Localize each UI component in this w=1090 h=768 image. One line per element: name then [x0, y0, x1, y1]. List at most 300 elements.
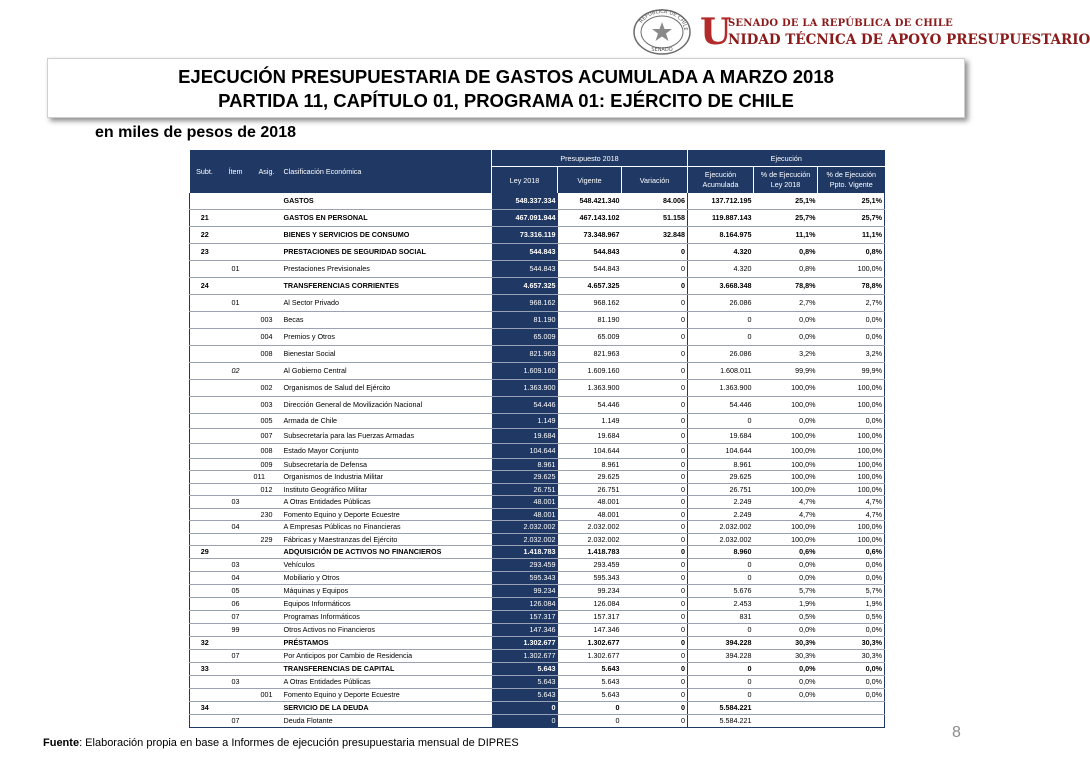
units-subtitle: en miles de pesos de 2018	[95, 124, 296, 141]
budget-execution-table	[189, 150, 885, 728]
row-pct-vigente: 0,0%	[818, 328, 885, 345]
row-pct-ley	[754, 701, 818, 714]
row-asig	[252, 226, 282, 243]
senate-seal-icon	[632, 8, 692, 56]
row-pct-ley: 3,2%	[754, 345, 818, 362]
slide-title-line2: PARTIDA 11, CAPÍTULO 01, PROGRAMA 01: EJÉRCITO DE CHILE	[218, 90, 794, 111]
row-asig	[252, 294, 282, 311]
row-variacion: 0	[622, 533, 688, 545]
slide-title-box	[47, 58, 965, 118]
row-ley: 54.446	[492, 396, 558, 413]
row-pct-vigente: 25,1%	[818, 193, 885, 209]
row-item	[220, 533, 252, 545]
row-vigente: 1.302.677	[558, 636, 622, 649]
row-variacion: 0	[622, 662, 688, 675]
row-vigente: 19.684	[558, 428, 622, 443]
row-subt	[190, 508, 220, 520]
row-pct-vigente: 0,8%	[818, 243, 885, 260]
row-asig	[252, 520, 282, 533]
table-row	[190, 311, 885, 328]
row-label: A Empresas Públicas no Financieras	[282, 520, 492, 533]
row-asig	[252, 584, 282, 597]
row-asig	[252, 649, 282, 662]
row-pct-ley: 0,0%	[754, 558, 818, 571]
row-ejecucion: 0	[688, 311, 754, 328]
table-row	[190, 714, 885, 727]
row-variacion: 0	[622, 260, 688, 277]
row-subt	[190, 413, 220, 428]
row-vigente: 1.363.900	[558, 379, 622, 396]
row-vigente: 821.963	[558, 345, 622, 362]
row-pct-vigente	[818, 701, 885, 714]
row-pct-ley: 100,0%	[754, 470, 818, 483]
row-ejecucion: 0	[688, 662, 754, 675]
row-asig	[252, 675, 282, 688]
row-label: Organismos de Salud del Ejército	[282, 379, 492, 396]
row-ley: 99.234	[492, 584, 558, 597]
row-variacion: 0	[622, 688, 688, 701]
row-item: 01	[220, 260, 252, 277]
header-ejecucion-acumulada: Ejecución Acumulada	[688, 167, 754, 194]
row-pct-ley: 0,0%	[754, 413, 818, 428]
row-label: Prestaciones Previsionales	[282, 260, 492, 277]
row-label: Mobiliario y Otros	[282, 571, 492, 584]
row-asig: 002	[252, 379, 282, 396]
row-subt	[190, 362, 220, 379]
row-asig	[252, 701, 282, 714]
row-asig	[252, 277, 282, 294]
senate-logo	[632, 8, 1090, 56]
row-variacion: 0	[622, 396, 688, 413]
row-asig	[252, 636, 282, 649]
row-pct-vigente: 100,0%	[818, 379, 885, 396]
table-row	[190, 413, 885, 428]
seal-bottom-text: SENADO	[651, 47, 673, 53]
row-subt: 34	[190, 701, 220, 714]
row-vigente: 1.302.677	[558, 649, 622, 662]
row-pct-ley: 100,0%	[754, 379, 818, 396]
row-ejecucion: 0	[688, 558, 754, 571]
row-ejecucion: 0	[688, 571, 754, 584]
row-asig	[252, 495, 282, 508]
row-pct-ley: 0,0%	[754, 675, 818, 688]
logo-unit-name: NIDAD TÉCNICA DE APOYO PRESUPUESTARIO	[728, 32, 1090, 48]
row-subt	[190, 294, 220, 311]
row-label: A Otras Entidades Públicas	[282, 675, 492, 688]
row-pct-ley: 100,0%	[754, 428, 818, 443]
row-vigente: 81.190	[558, 311, 622, 328]
row-pct-vigente: 11,1%	[818, 226, 885, 243]
row-ejecucion: 119.887.143	[688, 209, 754, 226]
row-vigente: 65.009	[558, 328, 622, 345]
row-asig	[252, 558, 282, 571]
row-ejecucion: 8.164.975	[688, 226, 754, 243]
row-asig: 003	[252, 311, 282, 328]
row-vigente: 2.032.002	[558, 520, 622, 533]
row-subt	[190, 458, 220, 470]
row-ley: 595.343	[492, 571, 558, 584]
row-item	[220, 243, 252, 260]
row-ejecucion: 2.032.002	[688, 520, 754, 533]
table-row	[190, 294, 885, 311]
table-row	[190, 443, 885, 458]
table-row	[190, 610, 885, 623]
row-variacion: 0	[622, 379, 688, 396]
row-subt	[190, 571, 220, 584]
row-subt	[190, 345, 220, 362]
row-ley: 1.418.783	[492, 545, 558, 558]
row-variacion: 0	[622, 413, 688, 428]
row-vigente: 293.459	[558, 558, 622, 571]
row-ley: 544.843	[492, 243, 558, 260]
row-ejecucion: 3.668.348	[688, 277, 754, 294]
row-asig: 007	[252, 428, 282, 443]
row-ley: 5.643	[492, 675, 558, 688]
row-subt	[190, 533, 220, 545]
table-row	[190, 458, 885, 470]
row-label: Bienestar Social	[282, 345, 492, 362]
row-pct-ley: 25,1%	[754, 193, 818, 209]
row-pct-vigente: 0,6%	[818, 545, 885, 558]
row-item	[220, 688, 252, 701]
row-ley: 1.363.900	[492, 379, 558, 396]
row-pct-ley: 0,0%	[754, 688, 818, 701]
row-ley: 147.346	[492, 623, 558, 636]
row-ejecucion: 0	[688, 413, 754, 428]
table-row	[190, 193, 885, 209]
row-asig	[252, 623, 282, 636]
row-pct-vigente: 25,7%	[818, 209, 885, 226]
row-variacion: 0	[622, 345, 688, 362]
table-row	[190, 636, 885, 649]
row-subt	[190, 311, 220, 328]
row-subt: 22	[190, 226, 220, 243]
row-vigente: 147.346	[558, 623, 622, 636]
row-subt	[190, 597, 220, 610]
row-label: Vehículos	[282, 558, 492, 571]
row-variacion: 51.158	[622, 209, 688, 226]
row-pct-ley: 5,7%	[754, 584, 818, 597]
page-number: 8	[952, 724, 961, 741]
row-subt	[190, 428, 220, 443]
table-row	[190, 584, 885, 597]
row-subt	[190, 675, 220, 688]
row-pct-vigente: 0,0%	[818, 311, 885, 328]
row-subt: 29	[190, 545, 220, 558]
row-pct-vigente: 0,0%	[818, 558, 885, 571]
row-variacion: 0	[622, 458, 688, 470]
row-ejecucion: 26.086	[688, 345, 754, 362]
row-pct-vigente: 100,0%	[818, 396, 885, 413]
row-ley: 0	[492, 701, 558, 714]
row-item	[220, 508, 252, 520]
row-item	[220, 483, 252, 495]
row-item: 03	[220, 558, 252, 571]
row-variacion: 0	[622, 311, 688, 328]
row-item	[220, 328, 252, 345]
row-item	[220, 636, 252, 649]
row-asig	[252, 193, 282, 209]
row-ejecucion: 2.249	[688, 495, 754, 508]
row-item: 03	[220, 675, 252, 688]
row-label: Fomento Equino y Deporte Ecuestre	[282, 688, 492, 701]
row-ejecucion: 2.453	[688, 597, 754, 610]
row-item	[220, 345, 252, 362]
row-item	[220, 193, 252, 209]
header-subt: Subt.	[190, 150, 220, 193]
table-row	[190, 533, 885, 545]
row-pct-vigente: 0,0%	[818, 623, 885, 636]
row-pct-vigente: 0,5%	[818, 610, 885, 623]
row-item: 04	[220, 571, 252, 584]
row-ley: 157.317	[492, 610, 558, 623]
row-subt: 32	[190, 636, 220, 649]
row-vigente: 1.609.160	[558, 362, 622, 379]
row-ley: 1.149	[492, 413, 558, 428]
row-asig	[252, 610, 282, 623]
row-variacion: 0	[622, 294, 688, 311]
table-row	[190, 597, 885, 610]
row-ley: 65.009	[492, 328, 558, 345]
row-pct-vigente: 30,3%	[818, 636, 885, 649]
row-label: Al Sector Privado	[282, 294, 492, 311]
row-ley: 26.751	[492, 483, 558, 495]
row-asig: 003	[252, 396, 282, 413]
row-item: 07	[220, 714, 252, 727]
row-vigente: 8.961	[558, 458, 622, 470]
row-subt	[190, 688, 220, 701]
row-ejecucion: 1.608.011	[688, 362, 754, 379]
row-ejecucion: 0	[688, 623, 754, 636]
row-pct-ley: 30,3%	[754, 649, 818, 662]
row-pct-vigente: 2,7%	[818, 294, 885, 311]
row-asig	[252, 597, 282, 610]
row-vigente: 4.657.325	[558, 277, 622, 294]
row-ejecucion: 26.086	[688, 294, 754, 311]
row-ejecucion: 831	[688, 610, 754, 623]
row-pct-ley: 100,0%	[754, 443, 818, 458]
row-variacion: 0	[622, 495, 688, 508]
row-asig	[252, 662, 282, 675]
logo-senate-name: SENADO DE LA REPÚBLICA DE CHILE	[728, 18, 953, 29]
row-asig: 230	[252, 508, 282, 520]
row-label: Máquinas y Equipos	[282, 584, 492, 597]
row-variacion: 84.006	[622, 193, 688, 209]
row-ley: 5.643	[492, 688, 558, 701]
row-pct-ley: 100,0%	[754, 483, 818, 495]
row-ley: 1.302.677	[492, 636, 558, 649]
row-ejecucion: 394.228	[688, 649, 754, 662]
row-label: Subsecretaría de Defensa	[282, 458, 492, 470]
row-pct-vigente: 0,0%	[818, 571, 885, 584]
row-variacion: 0	[622, 362, 688, 379]
row-subt: 24	[190, 277, 220, 294]
row-ley: 29.625	[492, 470, 558, 483]
row-subt	[190, 443, 220, 458]
row-variacion: 0	[622, 508, 688, 520]
row-ley: 1.302.677	[492, 649, 558, 662]
row-ley: 48.001	[492, 495, 558, 508]
row-ejecucion: 137.712.195	[688, 193, 754, 209]
row-ejecucion: 5.584.221	[688, 701, 754, 714]
row-pct-vigente: 100,0%	[818, 428, 885, 443]
row-pct-ley: 100,0%	[754, 458, 818, 470]
row-variacion: 0	[622, 520, 688, 533]
seal-top-text: REPUBLICA DE CHILE	[638, 8, 689, 31]
row-ley: 293.459	[492, 558, 558, 571]
row-label: Otros Activos no Financieros	[282, 623, 492, 636]
row-subt	[190, 260, 220, 277]
source-footer	[43, 737, 519, 749]
row-asig: 008	[252, 345, 282, 362]
row-ley: 4.657.325	[492, 277, 558, 294]
row-pct-ley: 25,7%	[754, 209, 818, 226]
row-vigente: 26.751	[558, 483, 622, 495]
row-ley: 548.337.334	[492, 193, 558, 209]
row-item	[220, 396, 252, 413]
row-pct-ley: 99,9%	[754, 362, 818, 379]
row-item: 04	[220, 520, 252, 533]
row-pct-ley: 100,0%	[754, 520, 818, 533]
row-ley: 19.684	[492, 428, 558, 443]
row-variacion: 0	[622, 470, 688, 483]
row-label: Armada de Chile	[282, 413, 492, 428]
row-variacion: 0	[622, 675, 688, 688]
table-row	[190, 520, 885, 533]
row-subt	[190, 495, 220, 508]
row-pct-vigente: 100,0%	[818, 260, 885, 277]
row-vigente: 5.643	[558, 662, 622, 675]
row-pct-ley: 100,0%	[754, 533, 818, 545]
row-variacion: 0	[622, 584, 688, 597]
header-asig: Asig.	[252, 150, 282, 193]
row-item	[220, 662, 252, 675]
table-row	[190, 662, 885, 675]
row-pct-ley: 0,0%	[754, 623, 818, 636]
row-ley: 821.963	[492, 345, 558, 362]
row-item	[220, 413, 252, 428]
row-ejecucion: 2.032.002	[688, 533, 754, 545]
header-item: Ítem	[220, 150, 252, 193]
table-row	[190, 495, 885, 508]
slide-title-line1: EJECUCIÓN PRESUPUESTARIA DE GASTOS ACUMULADA A MARZO 2018	[178, 66, 834, 87]
row-variacion: 0	[622, 649, 688, 662]
row-vigente: 48.001	[558, 508, 622, 520]
row-ley: 2.032.002	[492, 520, 558, 533]
row-pct-vigente: 100,0%	[818, 458, 885, 470]
row-pct-vigente: 4,7%	[818, 495, 885, 508]
row-vigente: 548.421.340	[558, 193, 622, 209]
row-ejecucion: 4.320	[688, 260, 754, 277]
row-ejecucion: 104.644	[688, 443, 754, 458]
row-subt	[190, 470, 220, 483]
row-asig	[252, 209, 282, 226]
row-variacion: 0	[622, 701, 688, 714]
row-pct-vigente: 0,0%	[818, 675, 885, 688]
row-ejecucion: 0	[688, 328, 754, 345]
row-ejecucion: 26.751	[688, 483, 754, 495]
row-variacion: 0	[622, 277, 688, 294]
row-asig	[252, 571, 282, 584]
logo-initial: U	[700, 11, 732, 53]
row-label: Instituto Geográfico Militar	[282, 483, 492, 495]
row-item	[220, 277, 252, 294]
row-ejecucion: 0	[688, 688, 754, 701]
row-label: Equipos Informáticos	[282, 597, 492, 610]
row-pct-ley: 0,0%	[754, 311, 818, 328]
row-pct-ley: 0,0%	[754, 571, 818, 584]
row-vigente: 544.843	[558, 260, 622, 277]
table-row	[190, 243, 885, 260]
row-variacion: 0	[622, 428, 688, 443]
row-pct-ley: 100,0%	[754, 396, 818, 413]
row-item	[220, 226, 252, 243]
row-label: Organismos de Industria Militar	[282, 470, 492, 483]
header-clasificacion: Clasificación Económica	[282, 150, 492, 193]
table-row	[190, 675, 885, 688]
row-variacion: 0	[622, 483, 688, 495]
row-pct-ley: 0,5%	[754, 610, 818, 623]
row-item	[220, 428, 252, 443]
row-variacion: 0	[622, 610, 688, 623]
row-pct-vigente: 3,2%	[818, 345, 885, 362]
table-row	[190, 396, 885, 413]
row-ejecucion: 19.684	[688, 428, 754, 443]
row-ley: 544.843	[492, 260, 558, 277]
row-pct-ley: 30,3%	[754, 636, 818, 649]
row-pct-vigente: 4,7%	[818, 508, 885, 520]
row-vigente: 126.084	[558, 597, 622, 610]
row-asig: 004	[252, 328, 282, 345]
row-item: 01	[220, 294, 252, 311]
row-vigente: 467.143.102	[558, 209, 622, 226]
row-vigente: 968.162	[558, 294, 622, 311]
row-asig	[252, 714, 282, 727]
header-pct-vigente: % de Ejecución Ppto. Vigente	[818, 167, 885, 194]
table-row	[190, 226, 885, 243]
row-subt	[190, 623, 220, 636]
row-ejecucion: 8.961	[688, 458, 754, 470]
row-label: PRESTACIONES DE SEGURIDAD SOCIAL	[282, 243, 492, 260]
row-subt	[190, 584, 220, 597]
row-subt	[190, 649, 220, 662]
table-row	[190, 260, 885, 277]
row-ejecucion: 0	[688, 675, 754, 688]
table-row	[190, 379, 885, 396]
footer-label: Fuente	[43, 737, 80, 749]
row-variacion: 0	[622, 597, 688, 610]
row-vigente: 544.843	[558, 243, 622, 260]
table-row	[190, 277, 885, 294]
table-row	[190, 328, 885, 345]
row-pct-ley: 2,7%	[754, 294, 818, 311]
row-vigente: 1.418.783	[558, 545, 622, 558]
row-pct-vigente: 0,0%	[818, 688, 885, 701]
row-ejecucion: 394.228	[688, 636, 754, 649]
table-row	[190, 470, 885, 483]
row-item: 02	[220, 362, 252, 379]
row-item	[220, 379, 252, 396]
row-label: Premios y Otros	[282, 328, 492, 345]
row-ley: 104.644	[492, 443, 558, 458]
row-vigente: 5.643	[558, 688, 622, 701]
row-pct-vigente: 0,0%	[818, 662, 885, 675]
table-body	[190, 193, 885, 727]
row-pct-ley: 11,1%	[754, 226, 818, 243]
row-vigente: 2.032.002	[558, 533, 622, 545]
table-row	[190, 508, 885, 520]
row-vigente: 0	[558, 714, 622, 727]
